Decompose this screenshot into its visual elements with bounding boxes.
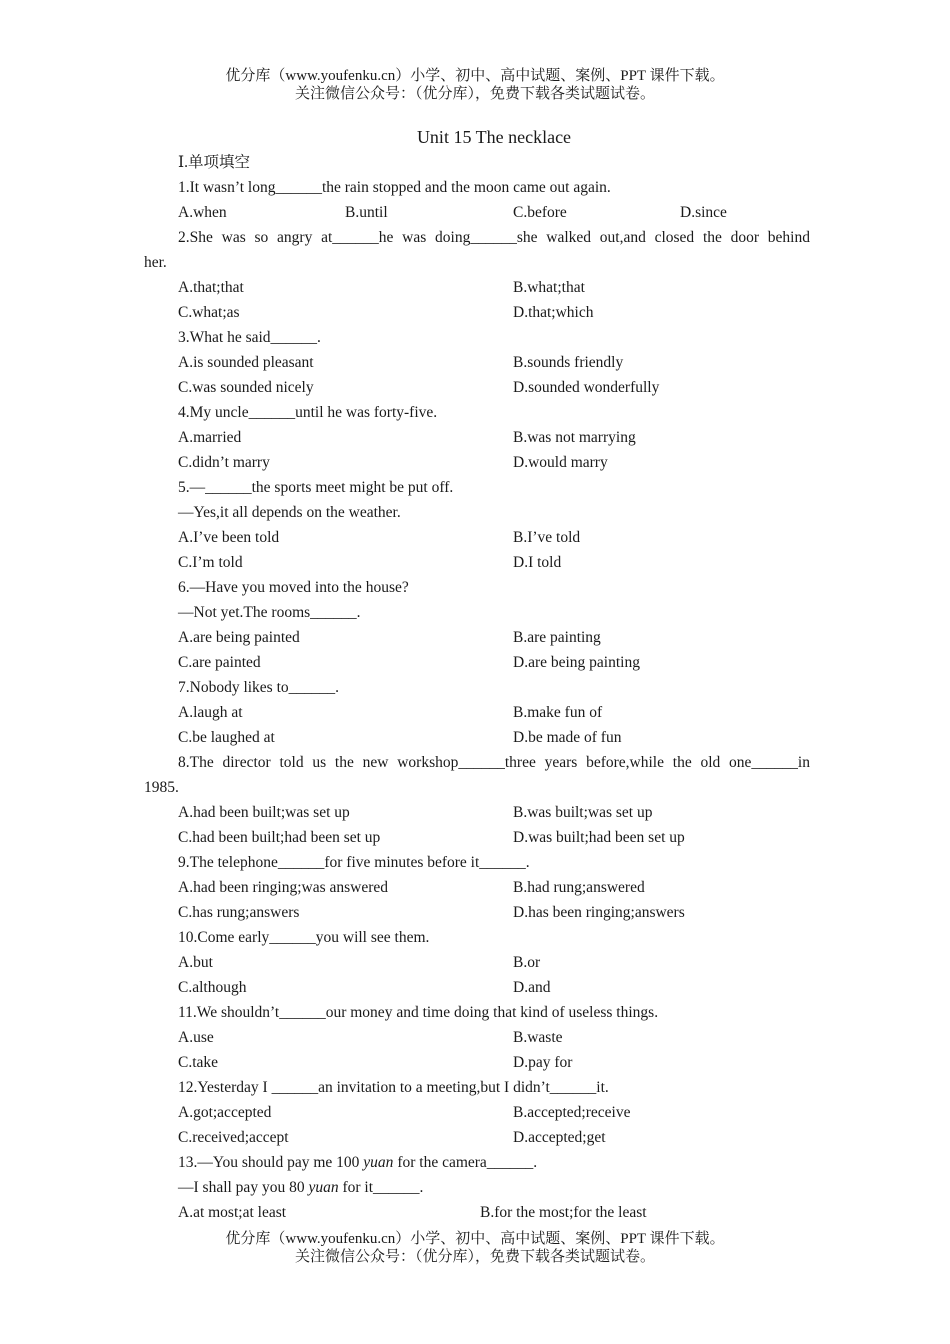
option-d: D.I told [513, 554, 562, 571]
question-6-options-row-1 [144, 625, 810, 650]
question-13-reply [144, 1175, 810, 1200]
option-d: D.that;which [513, 304, 594, 321]
option-d: D.are being painting [513, 654, 640, 671]
question-9-options-row-1 [144, 875, 810, 900]
option-a: A.had been built;was set up [178, 804, 350, 821]
question-3-options-row-2 [144, 375, 810, 400]
option-d: D.accepted;get [513, 1129, 606, 1146]
question-8-stem: 8.The director told us the new workshop______three years before,while the old one______in [178, 754, 810, 771]
option-a: A.are being painted [178, 629, 300, 646]
question-13-reply-end: for it______. [338, 1179, 424, 1196]
option-b: B.waste [513, 1029, 563, 1046]
page-footer [0, 1230, 950, 1266]
section-heading: Ⅰ.单项填空 [178, 154, 250, 171]
option-c: C.are painted [178, 654, 261, 671]
question-12-stem: 12.Yesterday I ______an invitation to a meeting,but I didn’t______it. [178, 1079, 609, 1096]
option-a: A.got;accepted [178, 1104, 272, 1121]
option-b: B.until [345, 204, 388, 221]
option-c: C.before [513, 204, 567, 221]
question-3-stem: 3.What he said______. [178, 329, 321, 346]
option-c: C.was sounded nicely [178, 379, 314, 396]
option-d: D.sounded wonderfully [513, 379, 660, 396]
option-b: B.I’ve told [513, 529, 581, 546]
question-13-reply-start: —I shall pay you 80 [178, 1179, 309, 1196]
question-5-reply: —Yes,it all depends on the weather. [178, 504, 401, 521]
option-b: B.are painting [513, 629, 601, 646]
question-7-options-row-1 [144, 700, 810, 725]
footer-line-1: 优分库（www.youfenku.cn）小学、初中、高中试题、案例、PPT 课件下载。 [225, 1231, 725, 1247]
question-13-options-row-1 [144, 1200, 810, 1225]
question-11-options-row-1 [144, 1025, 810, 1050]
question-5-options-row-2 [144, 550, 810, 575]
option-a: A.but [178, 954, 213, 971]
question-12-options-row-2 [144, 1125, 810, 1150]
option-b: B.accepted;receive [513, 1104, 631, 1121]
question-12-options-row-1 [144, 1100, 810, 1125]
option-d: D.and [513, 979, 551, 996]
option-d: D.has been ringing;answers [513, 904, 685, 921]
option-a: A.use [178, 1029, 214, 1046]
question-13-stem-currency: yuan [363, 1154, 394, 1171]
option-c: C.didn’t marry [178, 454, 270, 471]
footer-line-2: 关注微信公众号：（优分库），免费下载各类试题试卷。 [294, 1249, 655, 1265]
question-1-stem: 1.It wasn’t long______the rain stopped and the moon came out again. [178, 179, 611, 196]
question-1-options [144, 200, 810, 225]
option-c: C.be laughed at [178, 729, 275, 746]
option-a: A.I’ve been told [178, 529, 280, 546]
option-b: B.had rung;answered [513, 879, 645, 896]
question-6-options-row-2 [144, 650, 810, 675]
question-11-stem: 11.We shouldn’t______our money and time doing that kind of useless things. [178, 1004, 659, 1021]
option-a: A.at most;at least [178, 1204, 287, 1221]
option-a: A.when [178, 204, 227, 221]
question-13-stem-start: 13.—You should pay me 100 [178, 1154, 364, 1171]
question-10-options-row-2 [144, 975, 810, 1000]
question-13-reply-currency: yuan [308, 1179, 339, 1196]
question-11-options-row-2 [144, 1050, 810, 1075]
option-a: A.laugh at [178, 704, 243, 721]
page-header [0, 67, 950, 103]
option-b: B.was not marrying [513, 429, 636, 446]
option-a: A.is sounded pleasant [178, 354, 314, 371]
question-4-options-row-1 [144, 425, 810, 450]
option-c: C.has rung;answers [178, 904, 300, 921]
option-c: C.I’m told [178, 554, 243, 571]
option-a: A.that;that [178, 279, 244, 296]
question-5-options-row-1 [144, 525, 810, 550]
question-2-stem-continued: her. [144, 254, 167, 271]
question-2-stem: 2.She was so angry at______he was doing______she walked out,and closed the door behind [178, 229, 810, 246]
question-8-stem-continued: 1985. [144, 779, 179, 796]
question-8-options-row-2 [144, 825, 810, 850]
option-c: C.although [178, 979, 247, 996]
option-c: C.received;accept [178, 1129, 289, 1146]
option-a: A.had been ringing;was answered [178, 879, 389, 896]
option-d: D.since [680, 204, 727, 221]
question-9-stem: 9.The telephone______for five minutes before it______. [178, 854, 530, 871]
question-3-options-row-1 [144, 350, 810, 375]
question-10-stem: 10.Come early______you will see them. [178, 929, 430, 946]
option-a: A.married [178, 429, 242, 446]
option-b: B.make fun of [513, 704, 603, 721]
question-8-options-row-1 [144, 800, 810, 825]
question-7-options-row-2 [144, 725, 810, 750]
option-b: B.or [513, 954, 541, 971]
question-10-options-row-1 [144, 950, 810, 975]
option-c: C.had been built;had been set up [178, 829, 381, 846]
question-9-options-row-2 [144, 900, 810, 925]
option-d: D.pay for [513, 1054, 573, 1071]
option-b: B.for the most;for the least [480, 1204, 647, 1221]
question-6-stem: 6.—Have you moved into the house? [178, 579, 409, 596]
question-13-stem [144, 1150, 810, 1175]
question-4-options-row-2 [144, 450, 810, 475]
question-7-stem: 7.Nobody likes to______. [178, 679, 340, 696]
question-list [144, 150, 810, 1225]
option-b: B.was built;was set up [513, 804, 653, 821]
option-c: C.what;as [178, 304, 240, 321]
question-2-options-row-1 [144, 275, 810, 300]
option-b: B.what;that [513, 279, 585, 296]
question-13-stem-end: for the camera______. [393, 1154, 538, 1171]
header-line-2: 关注微信公众号：（优分库），免费下载各类试题试卷。 [294, 86, 655, 102]
question-6-reply: —Not yet.The rooms______. [178, 604, 361, 621]
page-title: Unit 15 The necklace [416, 127, 572, 147]
question-5-stem: 5.—______the sports meet might be put off. [178, 479, 454, 496]
header-line-1: 优分库（www.youfenku.cn）小学、初中、高中试题、案例、PPT 课件下载。 [225, 68, 725, 84]
option-d: D.would marry [513, 454, 608, 471]
option-c: C.take [178, 1054, 219, 1071]
option-d: D.was built;had been set up [513, 829, 685, 846]
option-b: B.sounds friendly [513, 354, 624, 371]
question-4-stem: 4.My uncle______until he was forty-five. [178, 404, 438, 421]
option-d: D.be made of fun [513, 729, 622, 746]
question-2-options-row-2 [144, 300, 810, 325]
